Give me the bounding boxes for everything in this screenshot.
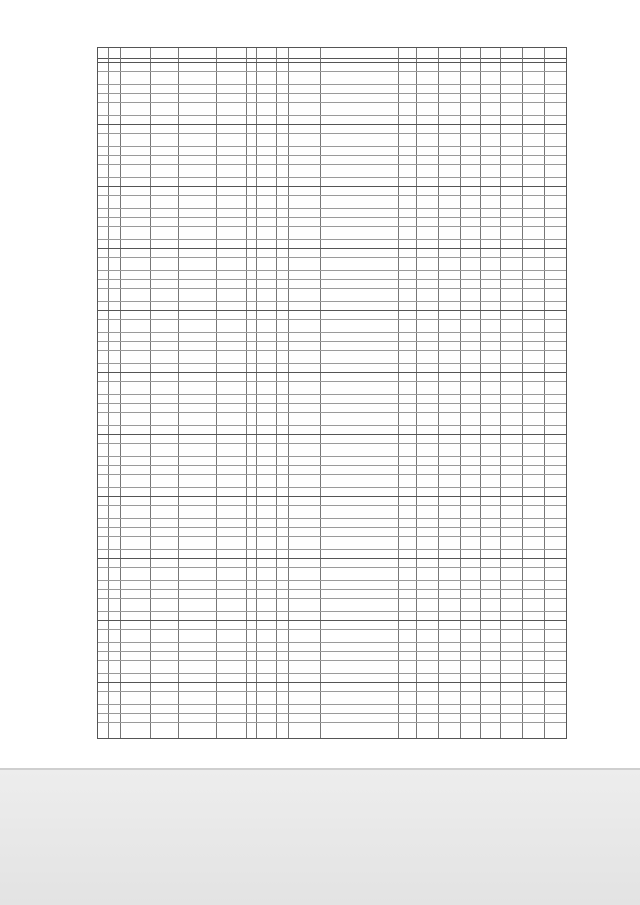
table-row-rule xyxy=(98,496,566,497)
scanner-bed xyxy=(0,770,640,905)
table-row-rule xyxy=(98,611,566,612)
table-row-rule xyxy=(98,239,566,240)
table-row-rule xyxy=(98,465,566,466)
table-row-rule xyxy=(98,177,566,178)
table-row-rule xyxy=(98,394,566,395)
table-row-rule xyxy=(98,195,566,196)
table-row-rule xyxy=(98,93,566,94)
table-row-rule xyxy=(98,217,566,218)
table-column-rule xyxy=(246,48,247,738)
table-row-rule xyxy=(98,84,566,85)
table-row-rule xyxy=(98,434,566,435)
table-row-rule xyxy=(98,487,566,488)
table-row-rule xyxy=(98,505,566,506)
table-row-rule xyxy=(98,310,566,311)
table-row-rule xyxy=(98,102,566,103)
table-column-rule xyxy=(544,48,545,738)
table-column-rule xyxy=(522,48,523,738)
table-row-rule xyxy=(98,155,566,156)
table-column-rule xyxy=(320,48,321,738)
table-row-rule xyxy=(98,558,566,559)
table-row-rule xyxy=(98,146,566,147)
table-column-rule xyxy=(276,48,277,738)
table-row-rule xyxy=(98,164,566,165)
table-row-rule xyxy=(98,62,566,63)
table-column-rule xyxy=(120,48,121,738)
table-row-rule xyxy=(98,71,566,72)
table-row-rule xyxy=(98,381,566,382)
table-row-rule xyxy=(98,115,566,116)
table-row-rule xyxy=(98,288,566,289)
table-row-rule xyxy=(98,257,566,258)
table-column-rule xyxy=(108,48,109,738)
table-row-rule xyxy=(98,527,566,528)
table-row-rule xyxy=(98,248,566,249)
table-row-rule xyxy=(98,350,566,351)
table-row-rule xyxy=(98,279,566,280)
table-row-rule xyxy=(98,332,566,333)
table-row-rule xyxy=(98,474,566,475)
table-row-rule xyxy=(98,412,566,413)
table-row-rule xyxy=(98,536,566,537)
table-row-rule xyxy=(98,673,566,674)
table-column-rule xyxy=(438,48,439,738)
table-row-rule xyxy=(98,642,566,643)
table-column-rule xyxy=(178,48,179,738)
table-row-rule xyxy=(98,629,566,630)
table-column-rule xyxy=(398,48,399,738)
table-column-rule xyxy=(150,48,151,738)
table-row-rule xyxy=(98,124,566,125)
table-row-rule xyxy=(98,403,566,404)
table-row-rule xyxy=(98,341,566,342)
table-column-rule xyxy=(500,48,501,738)
table-row-rule xyxy=(98,226,566,227)
table-row-rule xyxy=(98,186,566,187)
table-header xyxy=(98,48,566,59)
table-row-rule xyxy=(98,620,566,621)
table-row-rule xyxy=(98,691,566,692)
table-row-rule xyxy=(98,704,566,705)
table-column-rule xyxy=(216,48,217,738)
table-row-rule xyxy=(98,443,566,444)
table-row-rule xyxy=(98,372,566,373)
table-row-rule xyxy=(98,580,566,581)
table-row-rule xyxy=(98,549,566,550)
table-row-rule xyxy=(98,682,566,683)
data-table xyxy=(97,47,567,739)
table-column-rule xyxy=(416,48,417,738)
table-row-rule xyxy=(98,456,566,457)
table-row-rule xyxy=(98,518,566,519)
table-column-rule xyxy=(460,48,461,738)
table-row-rule xyxy=(98,319,566,320)
table-row-rule xyxy=(98,651,566,652)
table-row-rule xyxy=(98,425,566,426)
table-row-rule xyxy=(98,567,566,568)
table-column-rule xyxy=(480,48,481,738)
table-column-rule xyxy=(288,48,289,738)
table-column-rule xyxy=(256,48,257,738)
table-row-rule xyxy=(98,133,566,134)
table-row-rule xyxy=(98,598,566,599)
table-row-rule xyxy=(98,713,566,714)
table-row-rule xyxy=(98,589,566,590)
table-row-rule xyxy=(98,660,566,661)
table-row-rule xyxy=(98,722,566,723)
table-row-rule xyxy=(98,301,566,302)
table-row-rule xyxy=(98,208,566,209)
table-row-rule xyxy=(98,363,566,364)
table-row-rule xyxy=(98,270,566,271)
